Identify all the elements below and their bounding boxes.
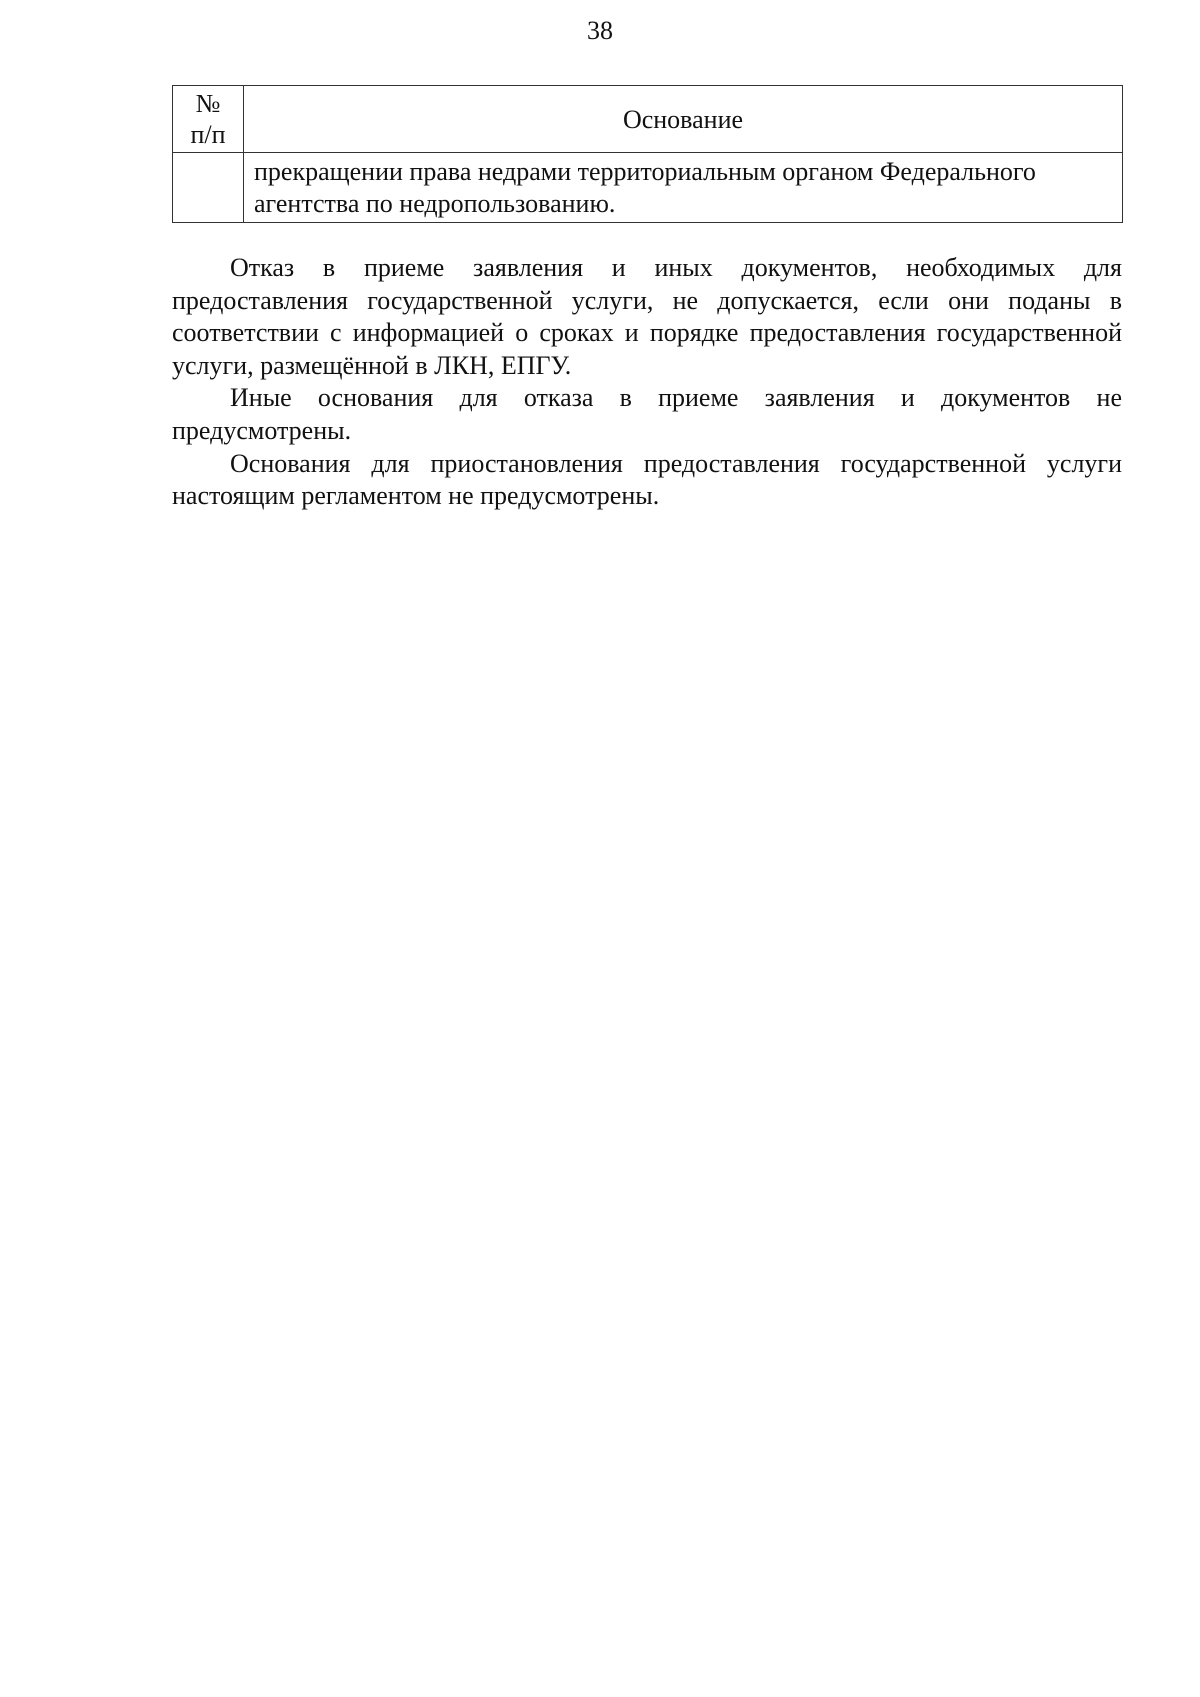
column-header-number (173, 86, 244, 153)
column-header-number-symbol: № (195, 89, 221, 118)
table-cell-number (173, 153, 244, 223)
body-text (172, 252, 1122, 513)
table-header-row (173, 86, 1123, 153)
paragraph-other-grounds: Иные основания для отказа в приеме заявления и документов не предусмотрены. (172, 383, 1122, 445)
grounds-table (172, 85, 1123, 223)
paragraph-suspension: Основания для приостановления предоставления государственной услуги настоящим регламентом не предусмотрены. (172, 448, 1122, 511)
column-header-number-abbr: п/п (190, 120, 226, 149)
page-number: 38 (587, 16, 613, 45)
table-row (173, 153, 1123, 223)
table-cell-basis: прекращении права недрами территориальным органом Федерального агентства по недропользованию. (244, 153, 1123, 223)
column-header-basis: Основание (244, 86, 1123, 153)
paragraph-refusal: Отказ в приеме заявления и иных документов, необходимых для предоставления государственной услуги, не допускается, если они поданы в соответствии с информацией о сроках и порядке предоставления государственной услуги, размещённой в ЛКН, ЕПГУ. (172, 253, 1122, 380)
